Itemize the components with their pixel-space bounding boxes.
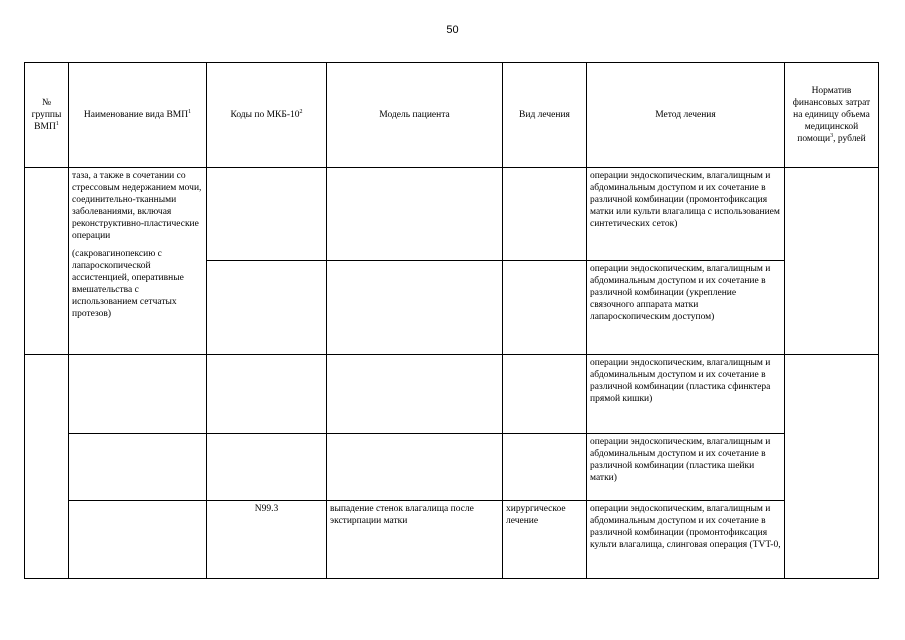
norm-cell xyxy=(785,355,879,579)
header-treatment-type: Вид лечения xyxy=(503,63,587,168)
codes-cell: N99.3 xyxy=(207,501,327,579)
vmp-name-cell xyxy=(69,501,207,579)
model-cell: выпадение стенок влагалища после экстирпации матки xyxy=(327,501,503,579)
method-cell: операции эндоскопическим, влагалищным и абдоминальным доступом и их сочетание в различной комбинации (пластика сфинктера прямой кишки) xyxy=(587,355,785,434)
model-cell xyxy=(327,434,503,501)
treatment-cell xyxy=(503,355,587,434)
vmp-name-part-2: (сакровагинопексию с лапароскопической ассистенцией, оперативные вмешательства с использованием сетчатых протезов) xyxy=(72,249,184,319)
vmp-name-cell xyxy=(69,168,207,355)
header-norm: Норматив финансовых затрат на единицу объема медицинской помощи$^3$, рублей xyxy=(785,63,879,168)
header-name: Наименование вида ВМП$^1$ xyxy=(69,63,207,168)
codes-cell xyxy=(207,355,327,434)
codes-cell xyxy=(207,168,327,261)
treatment-cell xyxy=(503,168,587,261)
page-number: 50 xyxy=(446,24,459,36)
vmp-name-cell xyxy=(69,434,207,501)
model-cell xyxy=(327,355,503,434)
header-group-no: № группы ВМП$^1$ xyxy=(25,63,69,168)
treatment-cell xyxy=(503,434,587,501)
table-row xyxy=(25,501,879,579)
vmp-table xyxy=(24,62,879,579)
header-method: Метод лечения xyxy=(587,63,785,168)
group-no-cell xyxy=(25,355,69,579)
group-no-cell xyxy=(25,168,69,355)
method-cell: операции эндоскопическим, влагалищным и абдоминальным доступом и их сочетание в различной комбинации (пластика шейки матки) xyxy=(587,434,785,501)
codes-cell xyxy=(207,434,327,501)
vmp-name-part-1: таза, а также в сочетании со стрессовым недержанием мочи, соединительно-тканными заболеваниями, включая реконструктивно-пластические операции xyxy=(72,171,202,241)
header-model: Модель пациента xyxy=(327,63,503,168)
model-cell xyxy=(327,168,503,261)
codes-cell xyxy=(207,261,327,355)
vmp-name-cell xyxy=(69,355,207,434)
treatment-cell xyxy=(503,261,587,355)
table-header-row xyxy=(25,63,879,168)
table-row xyxy=(25,355,879,434)
header-codes: Коды по МКБ-$10^2$ xyxy=(207,63,327,168)
table-row xyxy=(25,434,879,501)
method-cell: операции эндоскопическим, влагалищным и абдоминальным доступом и их сочетание в различной комбинации (промонтофиксация матки или культи влагалища с использованием синтетических сеток) xyxy=(587,168,785,261)
model-cell xyxy=(327,261,503,355)
method-cell: операции эндоскопическим, влагалищным и абдоминальным доступом и их сочетание в различной комбинации (укрепление связочного аппарата матки лапароскопическим доступом) xyxy=(587,261,785,355)
table-row xyxy=(25,168,879,261)
treatment-cell: хирургическое лечение xyxy=(503,501,587,579)
norm-cell xyxy=(785,168,879,355)
method-cell: операции эндоскопическим, влагалищным и абдоминальным доступом и их сочетание в различной комбинации (промонтофиксация культи влагалища, слинговая операция (TVT-0, xyxy=(587,501,785,579)
